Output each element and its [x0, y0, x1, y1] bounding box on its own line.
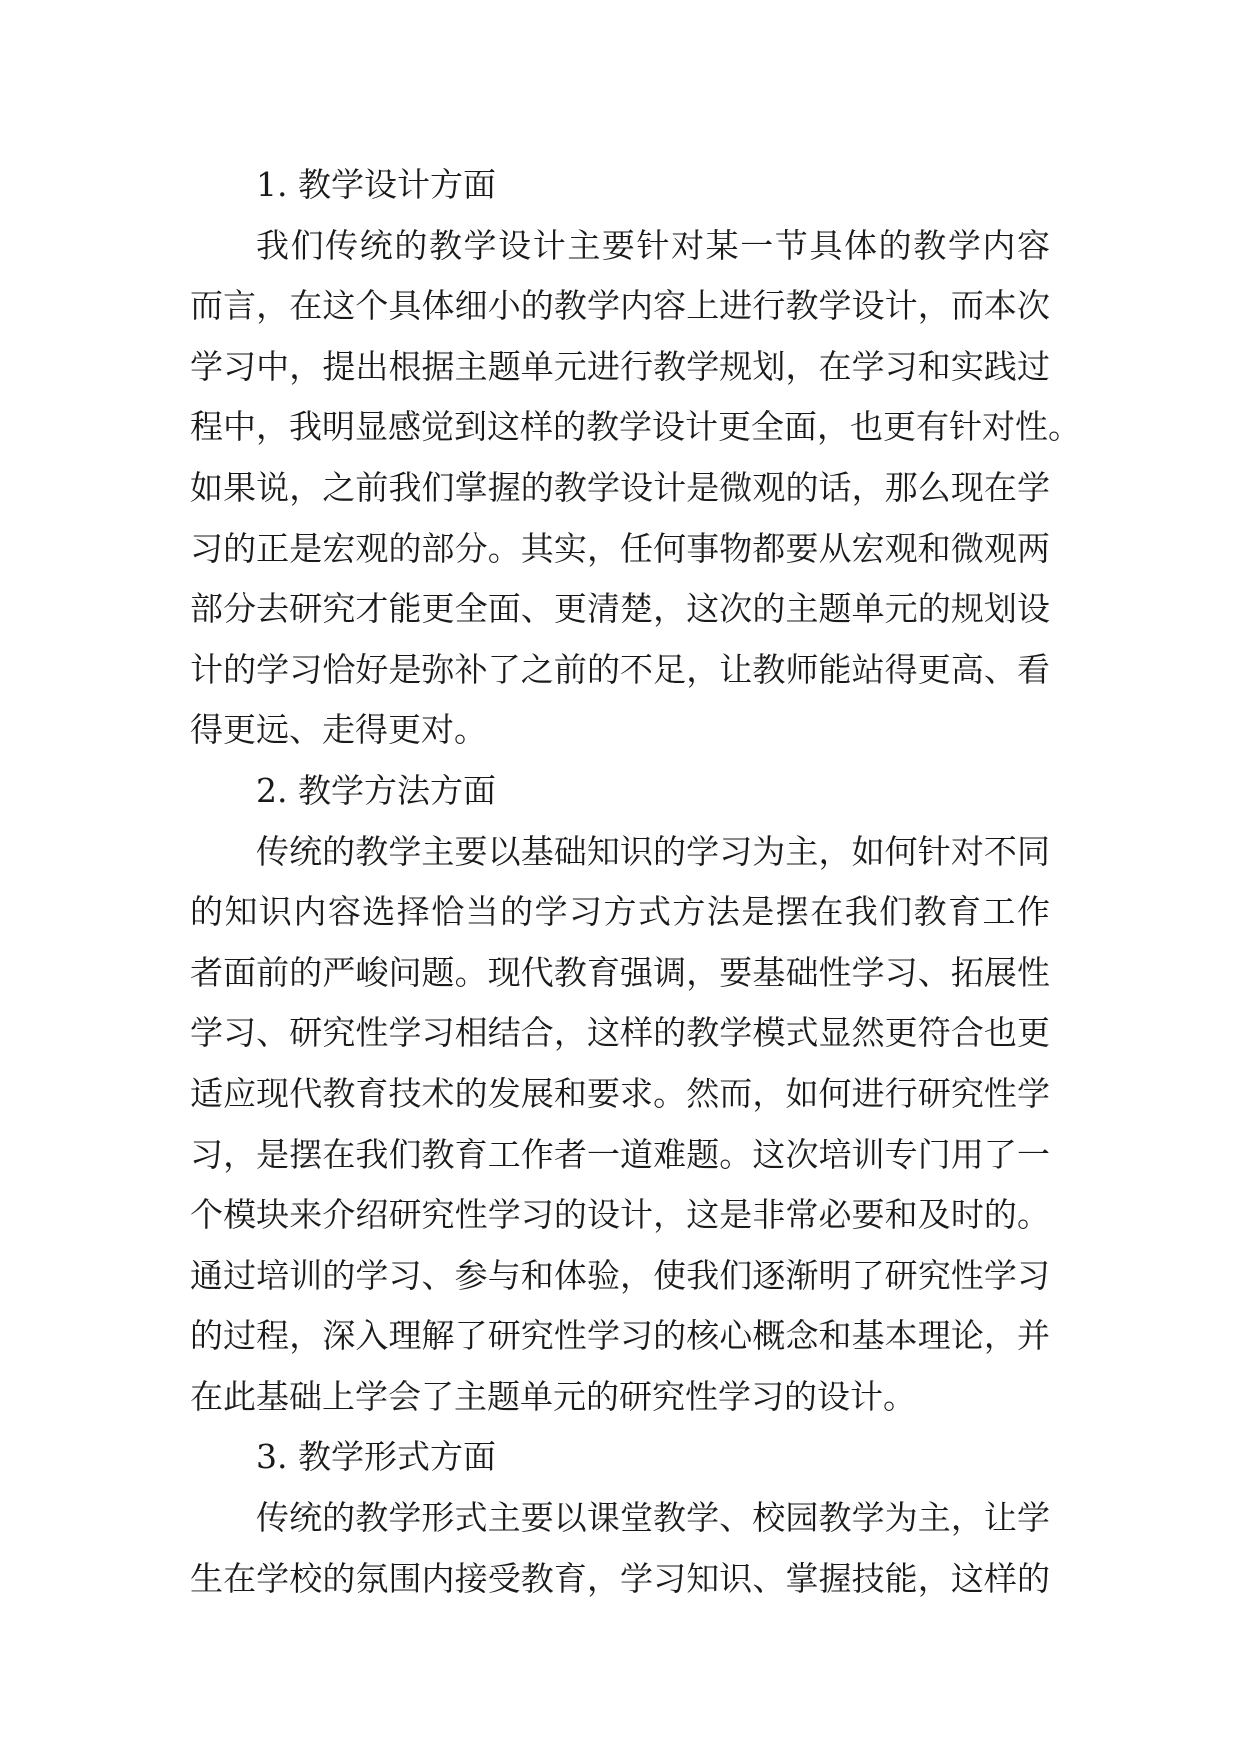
paragraph-line: 而言，在这个具体细小的教学内容上进行教学设计，而本次: [190, 286, 1050, 326]
section-heading-1: [190, 155, 1050, 216]
paragraph-line: 者面前的严峻问题。现代教育强调，要基础性学习、拓展性: [190, 952, 1050, 992]
paragraph-line: 在此基础上学会了主题单元的研究性学习的设计。: [190, 1376, 916, 1416]
paragraph-line: 的知识内容选择恰当的学习方式方法是摆在我们教育工作: [190, 892, 1050, 932]
paragraph-line: 学习、研究性学习相结合，这样的教学模式显然更符合也更: [190, 1013, 1050, 1053]
paragraph-line: 习的正是宏观的部分。其实，任何事物都要从宏观和微观两: [190, 528, 1050, 568]
paragraph-line: 个模块来介绍研究性学习的设计，这是非常必要和及时的。: [190, 1195, 1050, 1235]
paragraph-line: 计的学习恰好是弥补了之前的不足，让教师能站得更高、看: [190, 649, 1050, 689]
paragraph-line: 程中，我明显感觉到这样的教学设计更全面，也更有针对性。: [190, 407, 1081, 447]
paragraph-line: 部分去研究才能更全面、更清楚，这次的主题单元的规划设: [190, 589, 1050, 629]
paragraph-line: 传统的教学形式主要以课堂教学、校园教学为主，让学: [256, 1498, 1050, 1538]
paragraph-line: 生在学校的氛围内接受教育，学习知识、掌握技能，这样的: [190, 1558, 1050, 1598]
paragraph-line: 的过程，深入理解了研究性学习的核心概念和基本理论，并: [190, 1316, 1050, 1356]
section-heading-3: [190, 1427, 1050, 1488]
heading-text: 1. 教学设计方面: [256, 165, 496, 204]
paragraph-line: 得更远、走得更对。: [190, 710, 487, 750]
paragraph-line: 适应现代教育技术的发展和要求。然而，如何进行研究性学: [190, 1073, 1050, 1113]
paragraph-line: 习，是摆在我们教育工作者一道难题。这次培训专门用了一: [190, 1134, 1050, 1174]
paragraph-line: 传统的教学主要以基础知识的学习为主，如何针对不同: [256, 831, 1050, 871]
document-body: [190, 155, 1081, 1609]
paragraph-line: 如果说，之前我们掌握的教学设计是微观的话，那么现在学: [190, 467, 1050, 507]
heading-text: 2. 教学方法方面: [256, 770, 496, 810]
heading-text: 3. 教学形式方面: [256, 1437, 496, 1477]
paragraph-line: 学习中，提出根据主题单元进行教学规划，在学习和实践过: [190, 346, 1050, 386]
section-heading-2: [190, 761, 1050, 822]
paragraph-line: 通过培训的学习、参与和体验，使我们逐渐明了研究性学习: [190, 1255, 1050, 1295]
paragraph-line: 我们传统的教学设计主要针对某一节具体的教学内容: [256, 225, 1050, 265]
